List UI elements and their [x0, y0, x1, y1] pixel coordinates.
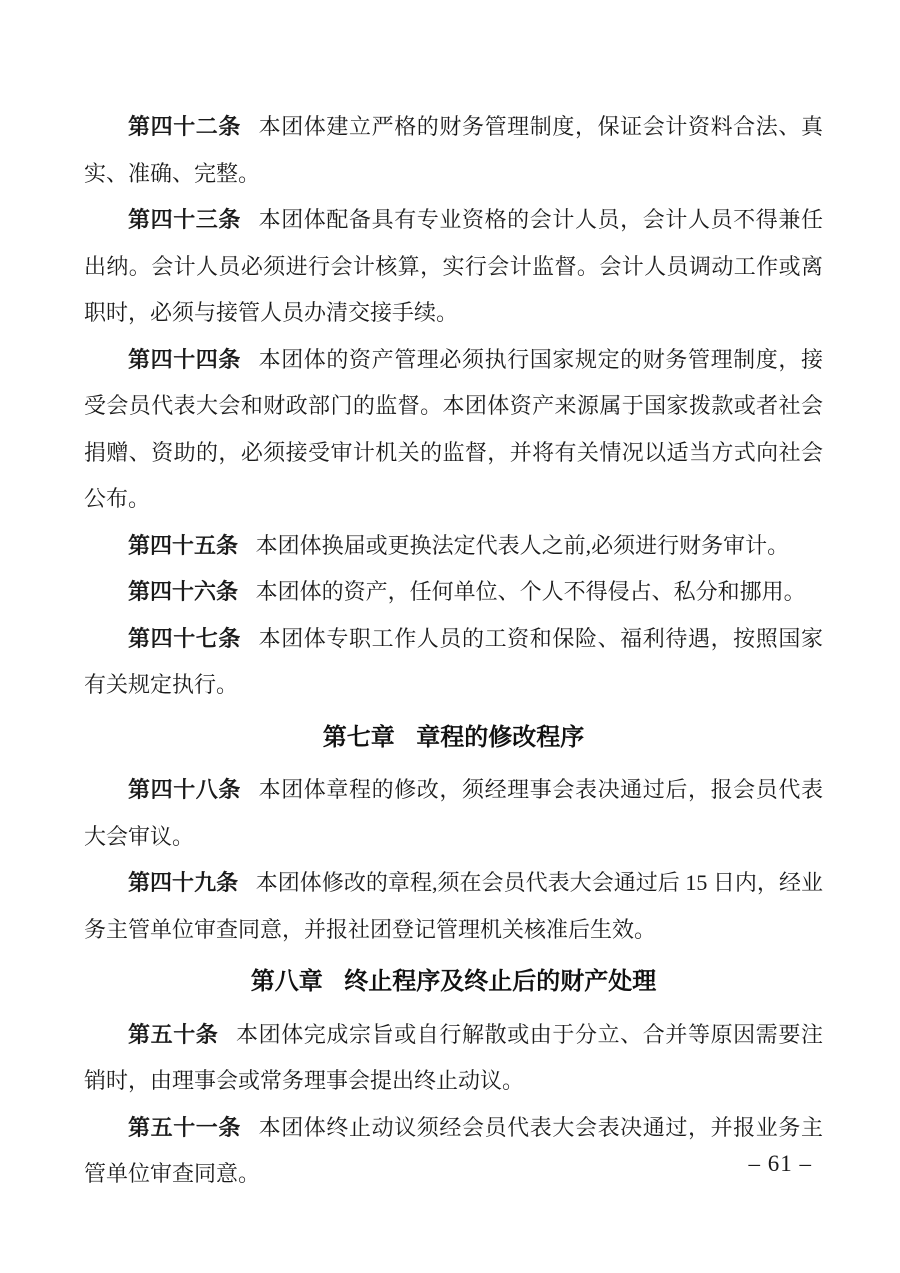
chapter-7-heading [84, 715, 823, 762]
article-number-46: 第四十六条 [128, 579, 239, 604]
article-number-51: 第五十一条 [128, 1114, 241, 1140]
article-text-43: 本团体配备具有专业资格的会计人员，会计人员不得兼任出纳。会计人员必须进行会计核算，实行会计监督。会计人员调动工作或离职时，必须与接管人员办清交接手续。 [84, 207, 823, 325]
article-paragraph-45 [84, 523, 823, 570]
article-number-49: 第四十九条 [128, 870, 239, 895]
article-number-44: 第四十四条 [128, 346, 241, 372]
article-text-46: 本团体的资产，任何单位、个人不得侵占、私分和挪用。 [255, 579, 806, 604]
article-paragraph-43 [84, 197, 823, 337]
article-text-42: 本团体建立严格的财务管理制度，保证会计资料合法、真实、准确、完整。 [84, 114, 823, 186]
article-text-50: 本团体完成宗旨或自行解散或由于分立、合并等原因需要注销时，由理事会或常务理事会提出终止动议。 [84, 1021, 823, 1093]
article-paragraph-42 [84, 104, 823, 197]
article-paragraph-47 [84, 616, 823, 709]
article-number-42: 第四十二条 [128, 114, 241, 139]
article-number-45: 第四十五条 [128, 532, 239, 558]
article-number-50: 第五十条 [128, 1021, 219, 1047]
article-paragraph-49 [84, 860, 823, 953]
article-text-44: 本团体的资产管理必须执行国家规定的财务管理制度，接受会员代表大会和财政部门的监督。本团体资产来源属于国家拨款或者社会捐赠、资助的，必须接受审计机关的监督，并将有关情况以适当方式向社会公布。 [84, 346, 823, 511]
article-text-49: 本团体修改的章程,须在会员代表大会通过后 15 日内，经业务主管单位审查同意，并报社团登记管理机关核准后生效。 [84, 870, 823, 942]
article-text-51: 本团体终止动议须经会员代表大会表决通过，并报业务主管单位审查同意。 [84, 1114, 823, 1186]
page-number: – 61 – [748, 1151, 812, 1176]
article-paragraph-44 [84, 337, 823, 523]
article-number-48: 第四十八条 [128, 777, 241, 802]
article-paragraph-51 [84, 1105, 823, 1198]
article-text-47: 本团体专职工作人员的工资和保险、福利待遇，按照国家有关规定执行。 [84, 625, 823, 697]
article-text-45: 本团体换届或更换法定代表人之前,必须进行财务审计。 [255, 532, 790, 558]
article-text-48: 本团体章程的修改，须经理事会表决通过后，报会员代表大会审议。 [84, 777, 823, 849]
chapter-8-number: 第八章 [250, 968, 323, 995]
article-paragraph-50 [84, 1012, 823, 1105]
article-number-43: 第四十三条 [128, 207, 241, 232]
chapter-7-number: 第七章 [322, 723, 395, 751]
chapter-8-heading [84, 959, 823, 1006]
chapter-7-title: 章程的修改程序 [416, 723, 585, 751]
chapter-8-title: 终止程序及终止后的财产处理 [344, 968, 657, 995]
article-paragraph-48 [84, 767, 823, 860]
article-paragraph-46 [84, 569, 823, 616]
article-number-47: 第四十七条 [128, 625, 241, 651]
